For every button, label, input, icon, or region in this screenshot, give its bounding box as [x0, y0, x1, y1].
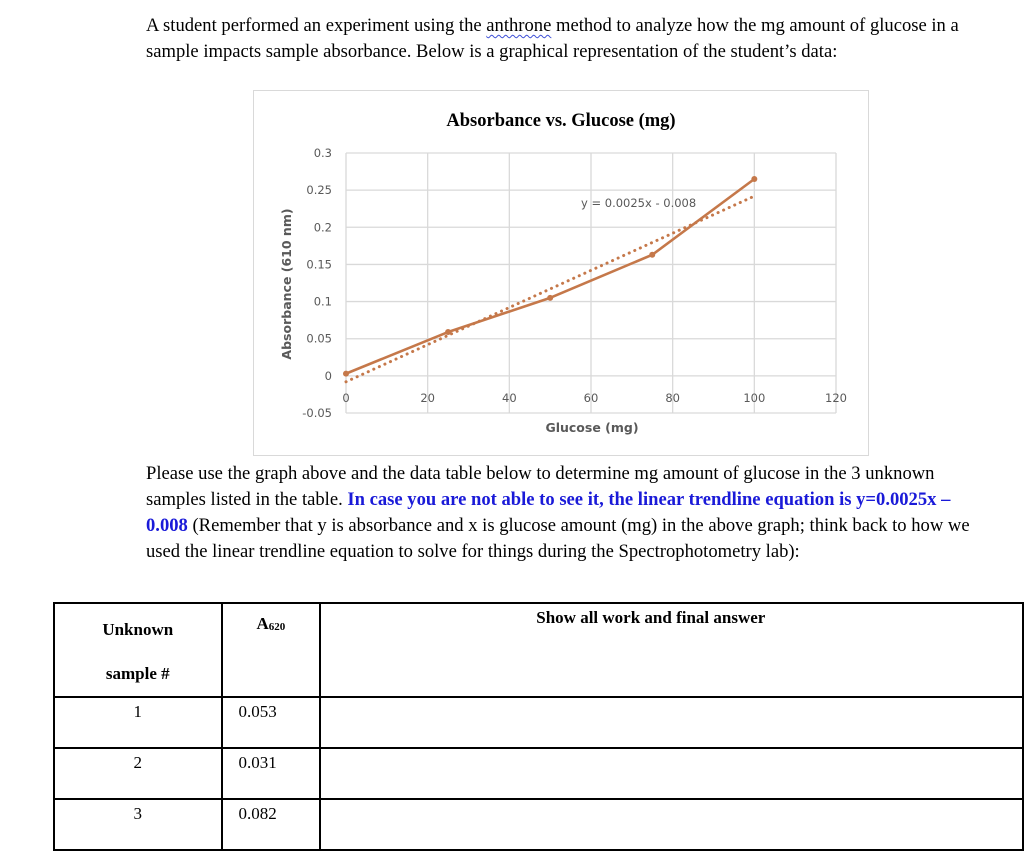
header-work-label: Show all work and final answer — [536, 608, 766, 627]
x-axis-title: Glucose (mg) — [545, 420, 639, 435]
work-answer-cell[interactable] — [320, 697, 1023, 748]
unknown-samples-table — [53, 602, 1024, 851]
x-tick-label: 60 — [583, 390, 599, 405]
table-row — [54, 748, 1023, 799]
header-absorbance-wavelength: 620 — [268, 621, 286, 633]
x-axis-ticks — [342, 391, 847, 405]
work-answer-cell[interactable] — [320, 799, 1023, 850]
absorbance-cell: 0.053 — [222, 697, 321, 748]
data-point — [547, 295, 553, 301]
header-work — [320, 603, 1023, 697]
y-tick-label: 0.1 — [313, 294, 332, 309]
x-tick-label: 80 — [665, 390, 680, 405]
y-tick-label: 0 — [324, 368, 332, 383]
table-header-row — [54, 603, 1023, 697]
sample-number-cell: 1 — [54, 697, 222, 748]
sample-number-cell: 3 — [54, 799, 222, 850]
chart-title: Absorbance vs. Glucose (mg) — [446, 111, 676, 131]
y-tick-label: 0.15 — [306, 257, 332, 272]
x-tick-label: 40 — [502, 390, 517, 405]
work-answer-cell[interactable] — [320, 748, 1023, 799]
absorbance-cell: 0.031 — [222, 748, 321, 799]
data-point — [445, 329, 451, 335]
misspelled-word[interactable]: anthrone — [486, 15, 552, 36]
intro-text-end: method to analyze how the mg amount of glucose in a sample impacts sample absorbance. Below is a graphical representation of the student’s data: — [146, 15, 959, 62]
intro-text-start: A student performed an experiment using the — [146, 15, 487, 36]
trendline-equation-note: In case you are not able to see it, the linear trendline equation is y=0.0025x – 0.008 — [146, 489, 951, 536]
instructions-paragraph — [146, 461, 986, 565]
instructions-text: Please use the graph above and the data table below to determine mg amount of glucose in the 3 unknown samples listed in the table. — [146, 463, 935, 510]
x-tick-label: 100 — [743, 390, 766, 405]
data-point — [751, 176, 757, 182]
header-unknown-line2: sample # — [105, 664, 170, 683]
sample-number-cell: 2 — [54, 748, 222, 799]
absorbance-cell: 0.082 — [222, 799, 321, 850]
y-tick-label: -0.05 — [302, 406, 332, 420]
table-row — [54, 799, 1023, 850]
x-tick-label: 120 — [825, 390, 847, 405]
y-tick-label: 0.05 — [306, 331, 332, 346]
header-unknown-sample — [54, 603, 222, 697]
header-absorbance — [222, 603, 321, 697]
instructions-reminder: (Remember that y is absorbance and x is glucose amount (mg) in the above graph; think back to how we used the linear trendline equation to solve for things during the Spectrophotometry lab): — [146, 515, 970, 562]
y-tick-label: 0.3 — [313, 146, 332, 160]
header-absorbance-label: A — [256, 614, 269, 633]
y-axis-title: Absorbance (610 nm) — [279, 208, 294, 360]
x-tick-label: 20 — [420, 390, 435, 405]
table-row — [54, 697, 1023, 748]
y-axis-ticks — [302, 146, 332, 420]
x-tick-label: 0 — [342, 390, 350, 405]
data-point — [649, 252, 655, 258]
y-tick-label: 0.25 — [306, 183, 332, 198]
header-unknown-line1: Unknown — [102, 620, 174, 639]
y-tick-label: 0.2 — [313, 220, 332, 235]
data-point — [343, 371, 349, 377]
chart-gridlines — [346, 153, 836, 413]
trendline-equation: y = 0.0025x - 0.008 — [581, 196, 697, 210]
